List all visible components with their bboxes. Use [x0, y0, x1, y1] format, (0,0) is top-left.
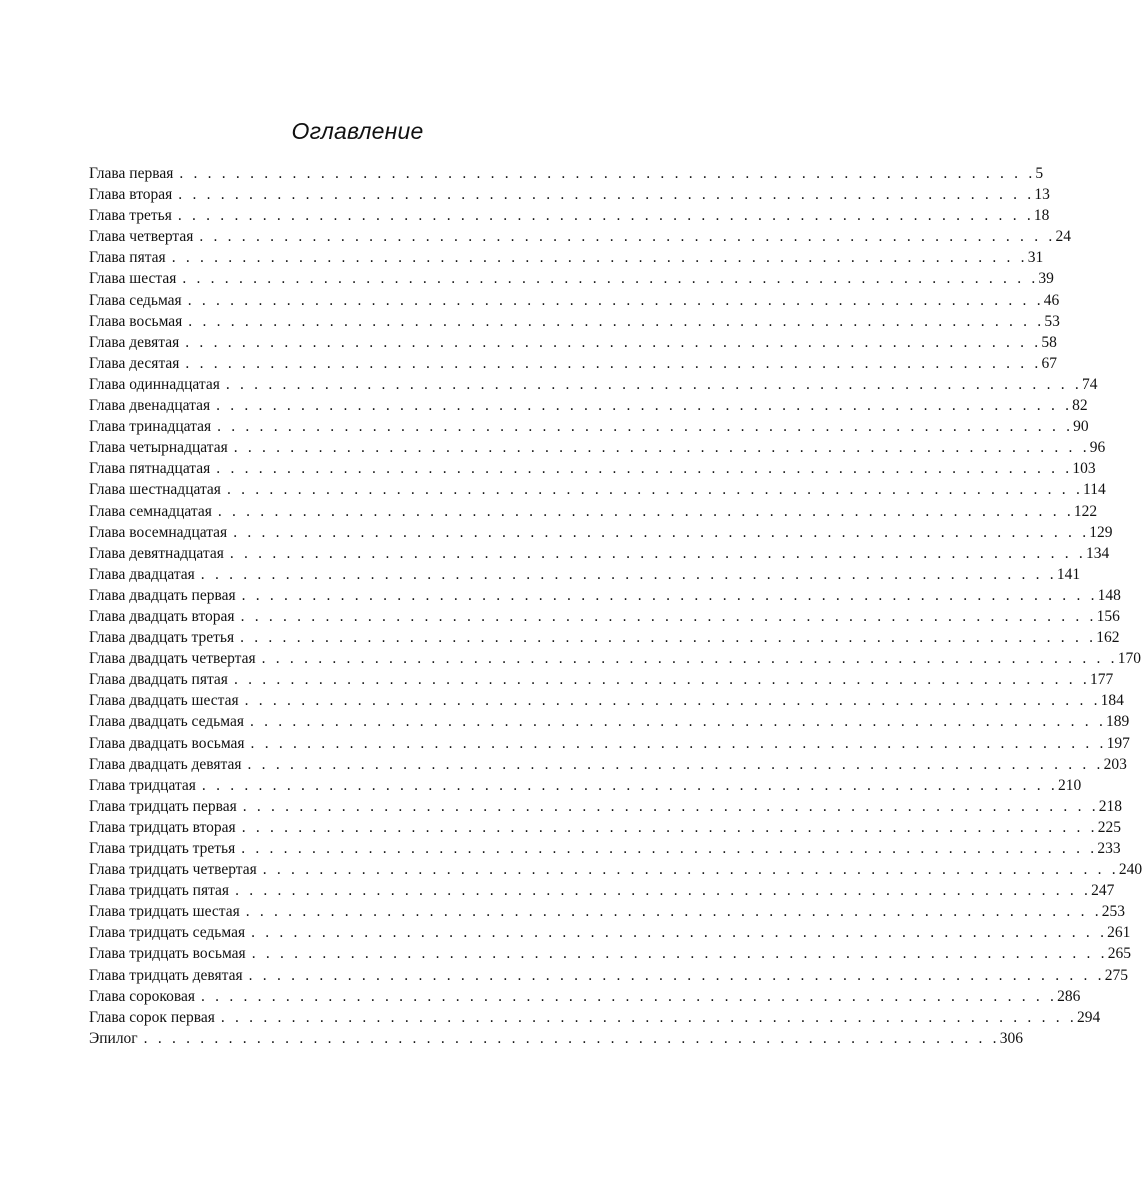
- dot-leader: . . . . . . . . . . . . . . . . . . . . . . . . . . . . . . . . . . . . . . . . . . . . . . . . . . . . . . . . . . . . .: [216, 460, 1073, 478]
- dot-leader: . . . . . . . . . . . . . . . . . . . . . . . . . . . . . . . . . . . . . . . . . . . . . . . . . . . . . . . . . . . . .: [240, 607, 1097, 625]
- toc-entry: [89, 205, 1050, 226]
- toc-entry-page-number: 90: [1073, 418, 1089, 436]
- dot-leader: . . . . . . . . . . . . . . . . . . . . . . . . . . . . . . . . . . . . . . . . . . . . . . . . . . . . . . . . . . . . .: [171, 249, 1028, 267]
- toc-entry: [89, 1007, 1101, 1028]
- dot-leader: . . . . . . . . . . . . . . . . . . . . . . . . . . . . . . . . . . . . . . . . . . . . . . . . . . . . . . . . . . . . .: [242, 797, 1099, 815]
- toc-entry-page-number: 162: [1096, 629, 1120, 647]
- toc-entry-label: Глава двенадцатая: [89, 397, 211, 415]
- toc-entry-page-number: 24: [1055, 228, 1071, 246]
- toc-entry-label: Глава четвертая: [89, 228, 194, 246]
- toc-entry: [89, 395, 1088, 416]
- toc-entry: [89, 711, 1130, 732]
- toc-entry-page-number: 13: [1034, 186, 1050, 204]
- toc-entry-label: Глава тридцать вторая: [89, 818, 236, 836]
- dot-leader: . . . . . . . . . . . . . . . . . . . . . . . . . . . . . . . . . . . . . . . . . . . . . . . . . . . . . . . . . . . . .: [217, 418, 1074, 436]
- toc-entry: [89, 543, 1110, 564]
- toc-entry-page-number: 240: [1118, 861, 1142, 879]
- toc-entry: [89, 817, 1122, 838]
- page-title: Оглавление: [291, 118, 424, 144]
- dot-leader: . . . . . . . . . . . . . . . . . . . . . . . . . . . . . . . . . . . . . . . . . . . . . . . . . . . . . . . . . . . . .: [241, 840, 1098, 857]
- dot-leader: . . . . . . . . . . . . . . . . . . . . . . . . . . . . . . . . . . . . . . . . . . . . . . . . . . . . . . . . . . . . .: [185, 333, 1042, 351]
- toc-entry: [89, 1028, 1023, 1049]
- toc-entry: [89, 859, 1142, 880]
- dot-leader: . . . . . . . . . . . . . . . . . . . . . . . . . . . . . . . . . . . . . . . . . . . . . . . . . . . . . . . . . . . . .: [241, 586, 1098, 604]
- toc-entry-page-number: 197: [1106, 734, 1130, 752]
- dot-leader: . . . . . . . . . . . . . . . . . . . . . . . . . . . . . . . . . . . . . . . . . . . . . . . . . . . . . . . . . . . . .: [261, 650, 1118, 668]
- toc-entry-label: Глава тридцать шестая: [89, 903, 240, 921]
- toc-entry-label: Глава двадцать четвертая: [89, 650, 256, 668]
- toc-entry: [89, 374, 1098, 395]
- dot-leader: . . . . . . . . . . . . . . . . . . . . . . . . . . . . . . . . . . . . . . . . . . . . . . . . . . . . . . . . . . . . .: [250, 734, 1107, 752]
- toc-entry-page-number: 103: [1072, 460, 1096, 478]
- toc-entry: [89, 184, 1050, 205]
- toc-entry-label: Глава пятая: [89, 249, 166, 267]
- toc-entry: [89, 880, 1115, 901]
- toc-entry-label: Глава двадцать вторая: [89, 607, 235, 625]
- toc-entry-label: Глава пятнадцатая: [89, 460, 211, 478]
- toc-entry-page-number: 306: [999, 1029, 1023, 1047]
- toc-entry: [89, 564, 1081, 585]
- toc-entry-page-number: 96: [1089, 439, 1106, 457]
- toc-entry-page-number: 225: [1097, 818, 1122, 836]
- toc-entry: [89, 838, 1121, 859]
- toc-entry: [89, 901, 1126, 922]
- toc-entry-label: Глава двадцать седьмая: [89, 713, 244, 731]
- toc-entry: [89, 965, 1128, 986]
- toc-entry: [89, 479, 1106, 500]
- dot-leader: . . . . . . . . . . . . . . . . . . . . . . . . . . . . . . . . . . . . . . . . . . . . . . . . . . . . . . . . . . . . .: [143, 1029, 1000, 1047]
- toc-entry-label: Глава тридцать четвертая: [89, 861, 257, 879]
- toc-entry-label: Глава тридцать восьмая: [89, 945, 246, 963]
- dot-leader: . . . . . . . . . . . . . . . . . . . . . . . . . . . . . . . . . . . . . . . . . . . . . . . . . . . . . . . . . . . . .: [201, 776, 1058, 794]
- toc-entry-page-number: 141: [1056, 565, 1081, 583]
- toc-entry-page-number: 134: [1085, 544, 1110, 562]
- toc-entry: [89, 733, 1130, 754]
- toc-entry-page-number: 286: [1057, 987, 1081, 1005]
- toc-entry-label: Эпилог: [89, 1029, 138, 1047]
- toc-entry-label: Глава двадцать первая: [89, 586, 236, 604]
- toc-entry-label: Глава тринадцатая: [89, 418, 212, 436]
- toc-entry: [89, 627, 1120, 648]
- toc-entry-label: Глава тридцать первая: [89, 797, 237, 815]
- toc-entry-page-number: 122: [1073, 502, 1098, 520]
- dot-leader: . . . . . . . . . . . . . . . . . . . . . . . . . . . . . . . . . . . . . . . . . . . . . . . . . . . . . . . . . . . . .: [251, 924, 1108, 942]
- toc-entry: [89, 522, 1113, 543]
- dot-leader: . . . . . . . . . . . . . . . . . . . . . . . . . . . . . . . . . . . . . . . . . . . . . . . . . . . . . . . . . . . . .: [248, 966, 1105, 984]
- dot-leader: . . . . . . . . . . . . . . . . . . . . . . . . . . . . . . . . . . . . . . . . . . . . . . . . . . . . . . . . . . . . .: [247, 755, 1104, 773]
- toc-entry: [89, 669, 1114, 690]
- dot-leader: . . . . . . . . . . . . . . . . . . . . . . . . . . . . . . . . . . . . . . . . . . . . . . . . . . . . . . . . . . . . .: [185, 354, 1042, 372]
- dot-leader: . . . . . . . . . . . . . . . . . . . . . . . . . . . . . . . . . . . . . . . . . . . . . . . . . . . . . . . . . . . . .: [241, 818, 1098, 836]
- dot-leader: . . . . . . . . . . . . . . . . . . . . . . . . . . . . . . . . . . . . . . . . . . . . . . . . . . . . . . . . . . . . .: [200, 565, 1057, 583]
- toc-entry-label: Глава вторая: [89, 186, 173, 204]
- dot-leader: . . . . . . . . . . . . . . . . . . . . . . . . . . . . . . . . . . . . . . . . . . . . . . . . . . . . . . . . . . . . .: [216, 397, 1073, 415]
- toc-entry-page-number: 247: [1091, 882, 1115, 900]
- toc-entry-label: Глава одиннадцатая: [89, 375, 220, 393]
- toc-entry: [89, 501, 1098, 522]
- toc-entry-page-number: 233: [1097, 840, 1121, 857]
- toc-entry: [89, 353, 1057, 374]
- toc-entry: [89, 416, 1089, 437]
- toc-entry-page-number: 82: [1072, 397, 1088, 415]
- dot-leader: . . . . . . . . . . . . . . . . . . . . . . . . . . . . . . . . . . . . . . . . . . . . . . . . . . . . . . . . . . . . .: [226, 481, 1084, 499]
- dot-leader: . . . . . . . . . . . . . . . . . . . . . . . . . . . . . . . . . . . . . . . . . . . . . . . . . . . . . . . . . . . . .: [201, 987, 1058, 1005]
- toc-entry: [89, 311, 1060, 332]
- dot-leader: . . . . . . . . . . . . . . . . . . . . . . . . . . . . . . . . . . . . . . . . . . . . . . . . . . . . . . . . . . . . .: [240, 629, 1097, 647]
- toc-entry-page-number: 39: [1038, 270, 1054, 288]
- toc-entry-label: Глава двадцать пятая: [89, 671, 228, 689]
- dot-leader: . . . . . . . . . . . . . . . . . . . . . . . . . . . . . . . . . . . . . . . . . . . . . . . . . . . . . . . . . . . . .: [217, 502, 1074, 520]
- toc-entry: [89, 226, 1071, 247]
- toc-entry-label: Глава восьмая: [89, 312, 183, 330]
- dot-leader: . . . . . . . . . . . . . . . . . . . . . . . . . . . . . . . . . . . . . . . . . . . . . . . . . . . . . . . . . . . . .: [178, 186, 1035, 204]
- toc-entry: [89, 437, 1106, 458]
- toc-entry: [89, 943, 1132, 964]
- dot-leader: . . . . . . . . . . . . . . . . . . . . . . . . . . . . . . . . . . . . . . . . . . . . . . . . . . . . . . . . . . . . .: [182, 270, 1039, 288]
- toc-entry-page-number: 5: [1035, 165, 1044, 182]
- dot-leader: . . . . . . . . . . . . . . . . . . . . . . . . . . . . . . . . . . . . . . . . . . . . . . . . . . . . . . . . . . . . .: [233, 439, 1090, 457]
- dot-leader: . . . . . . . . . . . . . . . . . . . . . . . . . . . . . . . . . . . . . . . . . . . . . . . . . . . . . . . . . . . . .: [225, 375, 1082, 393]
- toc-entry: [89, 247, 1044, 268]
- toc-entry-label: Глава сороковая: [89, 987, 196, 1005]
- dot-leader: . . . . . . . . . . . . . . . . . . . . . . . . . . . . . . . . . . . . . . . . . . . . . . . . . . . . . . . . . . . . .: [188, 312, 1045, 330]
- toc-entry: [89, 690, 1124, 711]
- toc-entry: [89, 754, 1127, 775]
- toc-entry: [89, 986, 1081, 1007]
- toc-entry-label: Глава шестая: [89, 270, 177, 288]
- toc-entry: [89, 458, 1096, 479]
- toc-entry-page-number: 31: [1027, 249, 1044, 267]
- toc-entry-label: Глава седьмая: [89, 291, 182, 309]
- table-of-contents: [89, 163, 1142, 1049]
- toc-entry-page-number: 210: [1058, 776, 1082, 794]
- toc-entry: [89, 332, 1057, 353]
- toc-entry-page-number: 275: [1104, 966, 1128, 984]
- toc-entry: [89, 585, 1121, 606]
- toc-entry-page-number: 170: [1117, 650, 1141, 668]
- toc-entry-label: Глава двадцатая: [89, 565, 195, 583]
- toc-entry-page-number: 203: [1103, 755, 1127, 773]
- toc-entry-page-number: 189: [1106, 713, 1130, 731]
- toc-entry-label: Глава шестнадцатая: [89, 481, 221, 499]
- dot-leader: . . . . . . . . . . . . . . . . . . . . . . . . . . . . . . . . . . . . . . . . . . . . . . . . . . . . . . . . . . . . .: [233, 671, 1091, 689]
- toc-entry-label: Глава третья: [89, 207, 172, 225]
- toc-entry-label: Глава двадцать третья: [89, 629, 235, 647]
- toc-entry-label: Глава двадцать девятая: [89, 755, 242, 773]
- toc-entry-page-number: 53: [1044, 312, 1060, 330]
- toc-entry-label: Глава восемнадцатая: [89, 523, 228, 541]
- toc-entry-page-number: 261: [1107, 924, 1131, 942]
- dot-leader: . . . . . . . . . . . . . . . . . . . . . . . . . . . . . . . . . . . . . . . . . . . . . . . . . . . . . . . . . . . . .: [229, 544, 1086, 562]
- toc-entry-page-number: 184: [1100, 692, 1124, 710]
- dot-leader: . . . . . . . . . . . . . . . . . . . . . . . . . . . . . . . . . . . . . . . . . . . . . . . . . . . . . . . . . . . . .: [262, 861, 1119, 879]
- toc-entry: [89, 268, 1054, 289]
- toc-entry-page-number: 148: [1097, 586, 1121, 604]
- toc-entry-page-number: 58: [1041, 333, 1057, 351]
- toc-entry-label: Глава двадцать восьмая: [89, 734, 245, 752]
- toc-entry: [89, 775, 1082, 796]
- dot-leader: . . . . . . . . . . . . . . . . . . . . . . . . . . . . . . . . . . . . . . . . . . . . . . . . . . . . . . . . . . . . .: [179, 165, 1036, 182]
- toc-entry-page-number: 177: [1090, 671, 1114, 689]
- toc-entry-label: Глава сорок первая: [89, 1008, 215, 1026]
- toc-entry-label: Глава семнадцатая: [89, 502, 212, 520]
- toc-entry-page-number: 114: [1083, 481, 1106, 499]
- dot-leader: . . . . . . . . . . . . . . . . . . . . . . . . . . . . . . . . . . . . . . . . . . . . . . . . . . . . . . . . . . . . .: [235, 882, 1092, 900]
- toc-entry-label: Глава тридцать третья: [89, 840, 236, 857]
- toc-entry: [89, 290, 1060, 311]
- toc-entry: [89, 922, 1131, 943]
- toc-entry: [89, 796, 1123, 817]
- dot-leader: . . . . . . . . . . . . . . . . . . . . . . . . . . . . . . . . . . . . . . . . . . . . . . . . . . . . . . . . . . . . .: [187, 291, 1044, 309]
- dot-leader: . . . . . . . . . . . . . . . . . . . . . . . . . . . . . . . . . . . . . . . . . . . . . . . . . . . . . . . . . . . . .: [177, 207, 1034, 225]
- toc-entry: [89, 648, 1141, 669]
- toc-entry-page-number: 218: [1098, 797, 1123, 815]
- toc-entry-label: Глава двадцать шестая: [89, 692, 239, 710]
- toc-entry-page-number: 67: [1041, 354, 1057, 372]
- toc-entry-label: Глава тридцатая: [89, 776, 196, 794]
- toc-entry-page-number: 74: [1081, 375, 1098, 393]
- dot-leader: . . . . . . . . . . . . . . . . . . . . . . . . . . . . . . . . . . . . . . . . . . . . . . . . . . . . . . . . . . . . .: [233, 523, 1090, 541]
- toc-entry-label: Глава десятая: [89, 354, 180, 372]
- toc-entry-page-number: 253: [1101, 903, 1126, 921]
- toc-entry-label: Глава тридцать девятая: [89, 966, 243, 984]
- dot-leader: . . . . . . . . . . . . . . . . . . . . . . . . . . . . . . . . . . . . . . . . . . . . . . . . . . . . . . . . . . . . .: [245, 903, 1102, 921]
- toc-entry-page-number: 265: [1107, 945, 1132, 963]
- toc-entry-page-number: 46: [1043, 291, 1060, 309]
- toc-entry-page-number: 294: [1076, 1008, 1101, 1026]
- toc-entry-label: Глава тридцать седьмая: [89, 924, 246, 942]
- toc-entry-page-number: 156: [1096, 607, 1120, 625]
- dot-leader: . . . . . . . . . . . . . . . . . . . . . . . . . . . . . . . . . . . . . . . . . . . . . . . . . . . . . . . . . . . . .: [220, 1008, 1077, 1026]
- toc-entry: [89, 606, 1120, 627]
- dot-leader: . . . . . . . . . . . . . . . . . . . . . . . . . . . . . . . . . . . . . . . . . . . . . . . . . . . . . . . . . . . . .: [244, 692, 1101, 710]
- toc-entry-label: Глава девятая: [89, 333, 180, 351]
- toc-entry-page-number: 129: [1089, 523, 1113, 541]
- toc-entry: [89, 163, 1044, 184]
- dot-leader: . . . . . . . . . . . . . . . . . . . . . . . . . . . . . . . . . . . . . . . . . . . . . . . . . . . . . . . . . . . . .: [251, 945, 1108, 963]
- toc-entry-label: Глава четырнадцатая: [89, 439, 228, 457]
- dot-leader: . . . . . . . . . . . . . . . . . . . . . . . . . . . . . . . . . . . . . . . . . . . . . . . . . . . . . . . . . . . . .: [249, 713, 1107, 731]
- toc-entry-label: Глава девятнадцатая: [89, 544, 224, 562]
- toc-entry-page-number: 18: [1033, 207, 1050, 225]
- toc-entry-label: Глава первая: [89, 165, 174, 182]
- dot-leader: . . . . . . . . . . . . . . . . . . . . . . . . . . . . . . . . . . . . . . . . . . . . . . . . . . . . . . . . . . . . .: [199, 228, 1056, 246]
- toc-entry-label: Глава тридцать пятая: [89, 882, 230, 900]
